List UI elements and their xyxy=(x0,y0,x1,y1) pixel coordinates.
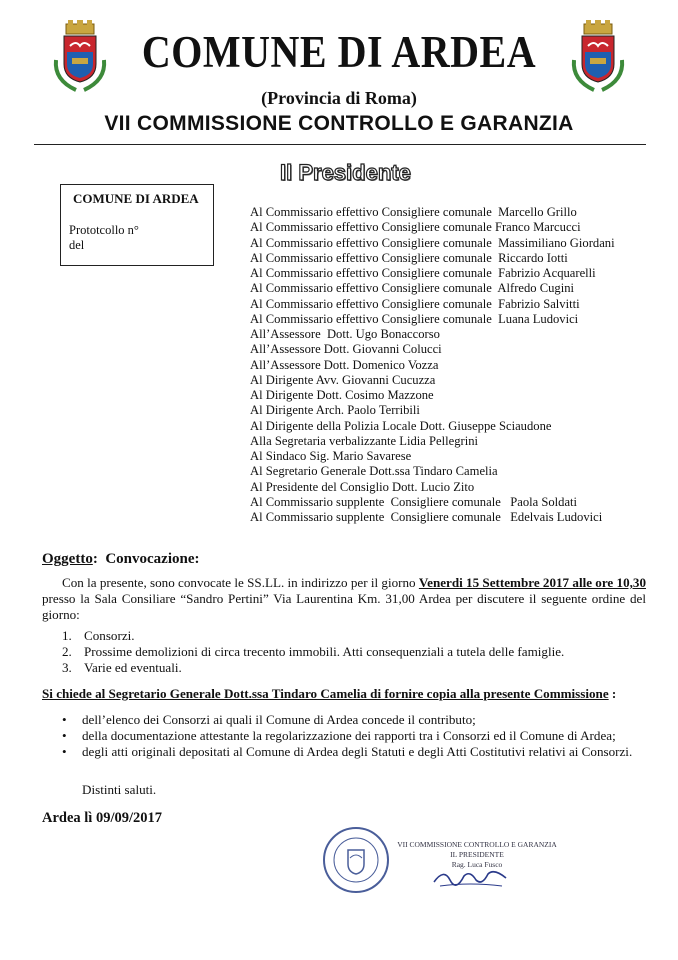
request-text: Si chiede al Segretario Generale Dott.ssa Tindaro Camelia di fornire copia alla presente Commissione xyxy=(42,686,609,701)
document-item xyxy=(62,744,646,760)
document-text: della documentazione attestante la regolarizzazione dei rapporti tra i Consorzi ed il Comune di Ardea; xyxy=(82,728,616,743)
subject-colon: : xyxy=(92,551,98,567)
convocation-intro: Con la presente, sono convocate le SS.LL. in indirizzo per il giorno xyxy=(62,575,419,590)
document-text: degli atti originali depositati al Comune di Ardea degli Statuti e degli Atti Costitutivi relativi ai Consorzi. xyxy=(82,744,633,759)
document-item xyxy=(62,728,646,744)
document-list xyxy=(62,712,646,760)
agenda-text: Varie ed eventuali. xyxy=(84,660,182,675)
bullet: • xyxy=(62,728,67,743)
convocation-rest: presso la Sala Consiliare “Sandro Pertini” Via Laurentina Km. 31,00 Ardea per discutere il seguente ordine del giorno: xyxy=(42,591,646,622)
place-and-date: Ardea lì 09/09/2017 xyxy=(42,810,163,826)
meeting-datetime: Venerdi 15 Settembre 2017 alle ore 10,30 xyxy=(418,575,646,590)
recipient-item: Al Commissario supplente Consigliere comunale Paola Soldati xyxy=(250,494,578,509)
signature xyxy=(430,862,510,890)
subject-label: Oggetto xyxy=(42,551,93,567)
presidente-label: Il Presidente xyxy=(280,160,411,185)
recipient-item: Al Presidente del Consiglio Dott. Lucio Zito xyxy=(250,479,475,494)
recipient-item: Al Commissario effettivo Consigliere comunale Fabrizio Salvitti xyxy=(250,296,580,311)
recipient-item: Al Commissario effettivo Consigliere comunale Riccardo Iotti xyxy=(250,250,568,265)
recipient-item: Al Dirigente Dott. Cosimo Mazzone xyxy=(250,388,434,402)
document-item xyxy=(62,712,646,728)
closing-greeting: Distinti saluti. xyxy=(82,782,157,797)
recipient-item: All’Assessore Dott. Giovanni Colucci xyxy=(250,342,442,357)
agenda-item xyxy=(62,660,564,676)
recipient-item: Al Commissario effettivo Consigliere comunale Franco Marcucci xyxy=(250,220,581,235)
commission-heading: VII COMMISSIONE CONTROLLO E GARANZIA xyxy=(104,112,574,135)
recipient-item: Al Dirigente Arch. Paolo Terribili xyxy=(250,403,420,418)
protocol-box xyxy=(60,184,214,266)
recipient-item: Al Dirigente Avv. Giovanni Cucuzza xyxy=(250,372,436,387)
agenda-list xyxy=(62,628,564,676)
recipient-item: Al Commissario effettivo Consigliere comunale Luana Ludovici xyxy=(250,311,579,326)
protocol-date-label: del xyxy=(69,238,85,252)
recipient-item: Al Sindaco Sig. Mario Savarese xyxy=(250,449,412,463)
recipient-item: Al Commissario supplente Consigliere comunale Edelvais Ludovici xyxy=(250,510,603,524)
bullet: • xyxy=(62,744,67,759)
stamp-role: IL PRESIDENTE xyxy=(450,850,504,859)
recipient-item: Al Commissario effettivo Consigliere comunale Massimiliano Giordani xyxy=(250,235,615,250)
official-stamp xyxy=(322,826,390,894)
document-text: dell’elenco dei Consorzi ai quali il Comune di Ardea concede il contributo; xyxy=(82,712,476,727)
header-divider xyxy=(34,144,646,145)
bullet: • xyxy=(62,712,67,727)
agenda-number: 3. xyxy=(62,660,72,675)
recipient-list xyxy=(250,205,615,525)
recipient-item: Al Commissario effettivo Consigliere comunale Marcello Grillo xyxy=(250,205,577,219)
recipient-item: All’Assessore Dott. Ugo Bonaccorso xyxy=(250,327,440,341)
subject-line xyxy=(42,551,199,568)
recipient-item: Al Commissario effettivo Consigliere comunale Fabrizio Acquarelli xyxy=(250,266,596,280)
protocol-box-heading: COMUNE DI ARDEA xyxy=(73,191,199,206)
agenda-number: 1. xyxy=(62,628,72,643)
recipient-item: Al Commissario effettivo Consigliere comunale Alfredo Cugini xyxy=(250,281,575,296)
request-line xyxy=(42,686,616,702)
agenda-text: Consorzi. xyxy=(84,628,135,643)
request-colon: : xyxy=(608,686,617,701)
province-subtitle: (Provincia di Roma) xyxy=(261,88,417,108)
protocol-number-label: Prototcollo n° xyxy=(69,223,139,237)
stamp-commission: VII COMMISSIONE CONTROLLO E GARANZIA xyxy=(397,840,557,849)
recipient-item: All’Assessore Dott. Domenico Vozza xyxy=(250,357,439,372)
agenda-item xyxy=(62,644,564,660)
stamp-signatory: Rag. Luca Fusco xyxy=(451,860,503,869)
agenda-number: 2. xyxy=(62,644,72,659)
recipient-item: Al Segretario Generale Dott.ssa Tindaro Camelia xyxy=(250,464,498,479)
recipient-item: Alla Segretaria verbalizzante Lidia Pellegrini xyxy=(250,433,478,448)
agenda-text: Prossime demolizioni di circa trecento immobili. Atti consequenziali a tutela delle famiglie. xyxy=(84,644,565,659)
convocation-paragraph xyxy=(42,575,646,623)
agenda-item xyxy=(62,628,564,644)
subject-value: Convocazione: xyxy=(105,551,200,567)
page-title: COMUNE DI ARDEA xyxy=(141,25,537,78)
recipient-item: Al Dirigente della Polizia Locale Dott. Giuseppe Sciaudone xyxy=(250,418,552,433)
